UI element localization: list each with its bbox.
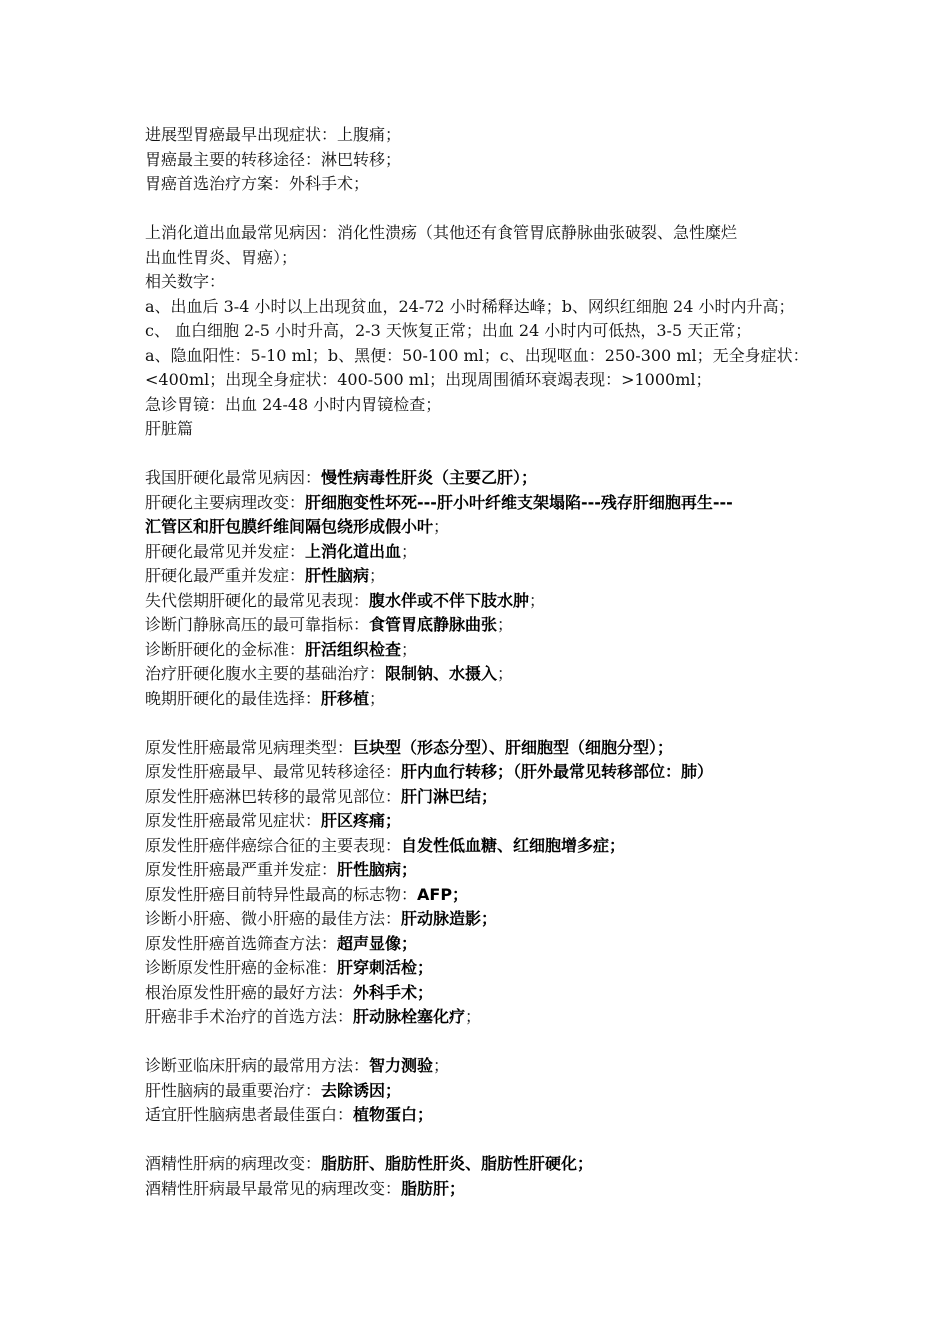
line-label: 治疗肝硬化腹水主要的基础治疗： bbox=[145, 664, 386, 683]
line-answer: 肝细胞变性坏死---肝小叶纤维支架塌陷---残存肝细胞再生--- bbox=[305, 492, 733, 512]
text-line bbox=[145, 809, 825, 834]
text-line bbox=[145, 491, 825, 516]
blank-line bbox=[145, 711, 825, 736]
text-line bbox=[145, 221, 825, 246]
line-label: 原发性肝癌伴癌综合征的主要表现： bbox=[145, 835, 402, 855]
line-label: 相关数字： bbox=[145, 272, 226, 291]
line-label: <400ml；出现全身症状：400-500 ml；出现周围循环衰竭表现：>1000ml； bbox=[145, 370, 712, 389]
text-line bbox=[145, 172, 825, 197]
line-tail: ； bbox=[497, 664, 514, 683]
text-line bbox=[145, 1054, 825, 1079]
text-line bbox=[145, 417, 825, 442]
line-answer: 上消化道出血 bbox=[305, 541, 402, 561]
line-label: 失代偿期肝硬化的最常见表现： bbox=[145, 590, 370, 610]
line-answer: 脂肪肝、脂肪性肝炎、脂肪性肝硬化； bbox=[321, 1154, 594, 1173]
line-label: 原发性肝癌最常见病理类型： bbox=[145, 737, 354, 757]
text-line bbox=[145, 270, 825, 295]
line-tail: ； bbox=[433, 1056, 450, 1075]
line-answer: 超声显像； bbox=[337, 933, 418, 953]
line-label: 晚期肝硬化的最佳选择： bbox=[145, 688, 322, 708]
line-label: 出血性胃炎、胃癌）； bbox=[145, 247, 298, 267]
text-line bbox=[145, 393, 825, 418]
text-line bbox=[145, 1177, 825, 1202]
line-answer: 自发性低血糖、红细胞增多症； bbox=[401, 835, 626, 855]
line-tail: ； bbox=[401, 541, 418, 561]
line-tail: ； bbox=[465, 1007, 482, 1026]
line-label: 肝脏篇 bbox=[145, 419, 194, 438]
text-line bbox=[145, 858, 825, 883]
text-line bbox=[145, 515, 825, 540]
line-label: 胃癌首选治疗方案：外科手术； bbox=[145, 174, 370, 193]
text-line bbox=[145, 368, 825, 393]
text-line bbox=[145, 1103, 825, 1128]
line-label: 诊断原发性肝癌的金标准： bbox=[145, 958, 338, 977]
line-answer: 食管胃底静脉曲张 bbox=[369, 615, 498, 634]
line-answer: 肝门淋巴结； bbox=[401, 786, 498, 806]
line-answer: 肝移植 bbox=[321, 688, 370, 708]
text-line bbox=[145, 613, 825, 638]
text-line bbox=[145, 907, 825, 932]
line-answer: 肝区疼痛； bbox=[321, 811, 402, 830]
blank-line bbox=[145, 442, 825, 467]
blank-line bbox=[145, 197, 825, 222]
text-line bbox=[145, 123, 825, 148]
line-answer: 脂肪肝； bbox=[401, 1178, 466, 1198]
line-answer: 植物蛋白； bbox=[353, 1105, 434, 1124]
line-label: 原发性肝癌目前特异性最高的标志物： bbox=[145, 884, 418, 904]
line-answer: 智力测验 bbox=[369, 1056, 434, 1075]
line-label: 肝性脑病的最重要治疗： bbox=[145, 1080, 322, 1100]
line-answer: 巨块型（形态分型）、肝细胞型（细胞分型）； bbox=[353, 737, 674, 757]
line-label: 原发性肝癌淋巴转移的最常见部位： bbox=[145, 786, 402, 806]
line-label: 急诊胃镜：出血 24-48 小时内胃镜检查； bbox=[145, 394, 442, 414]
line-tail: ； bbox=[529, 590, 546, 610]
text-line bbox=[145, 319, 825, 344]
text-line bbox=[145, 1079, 825, 1104]
document-body bbox=[145, 123, 825, 1201]
line-answer: 肝内血行转移；（肝外最常见转移部位：肺） bbox=[401, 762, 714, 781]
line-label: 我国肝硬化最常见病因： bbox=[145, 468, 322, 487]
line-answer: 腹水伴或不伴下肢水肿 bbox=[369, 590, 530, 610]
text-line bbox=[145, 466, 825, 491]
line-tail: ； bbox=[369, 688, 386, 708]
line-label: 进展型胃癌最早出现症状：上腹痛； bbox=[145, 125, 402, 144]
line-answer: 肝动脉造影； bbox=[401, 909, 498, 928]
line-answer: AFP； bbox=[417, 884, 469, 904]
line-tail: ； bbox=[369, 566, 386, 585]
text-line bbox=[145, 662, 825, 687]
text-line bbox=[145, 1152, 825, 1177]
line-label: 肝硬化主要病理改变： bbox=[145, 492, 306, 512]
line-answer: 肝性脑病； bbox=[337, 860, 418, 879]
line-label: 原发性肝癌最早、最常见转移途径： bbox=[145, 762, 402, 781]
blank-line bbox=[145, 1128, 825, 1153]
line-label: 肝癌非手术治疗的首选方法： bbox=[145, 1007, 354, 1026]
line-label: 原发性肝癌最严重并发症： bbox=[145, 860, 338, 879]
text-line bbox=[145, 687, 825, 712]
line-answer: 限制钠、水摄入 bbox=[385, 664, 498, 683]
line-label: 适宜肝性脑病患者最佳蛋白： bbox=[145, 1105, 354, 1124]
line-label: 肝硬化最严重并发症： bbox=[145, 566, 306, 585]
line-answer: 肝活组织检查 bbox=[305, 639, 402, 659]
text-line bbox=[145, 834, 825, 859]
line-tail: ； bbox=[497, 615, 514, 634]
line-label: 诊断肝硬化的金标准： bbox=[145, 639, 306, 659]
line-answer: 慢性病毒性肝炎（主要乙肝）； bbox=[321, 468, 538, 487]
line-label: 肝硬化最常见并发症： bbox=[145, 541, 306, 561]
line-answer: 肝穿刺活检； bbox=[337, 958, 434, 977]
line-answer: 肝动脉栓塞化疗 bbox=[353, 1007, 466, 1026]
text-line bbox=[145, 981, 825, 1006]
line-label: 根治原发性肝癌的最好方法： bbox=[145, 982, 354, 1002]
line-tail: ； bbox=[401, 639, 418, 659]
text-line bbox=[145, 785, 825, 810]
text-line bbox=[145, 246, 825, 271]
text-line bbox=[145, 589, 825, 614]
line-tail: ； bbox=[433, 517, 450, 536]
text-line bbox=[145, 564, 825, 589]
line-label: 诊断小肝癌、微小肝癌的最佳方法： bbox=[145, 909, 402, 928]
line-label: a、隐血阳性：5-10 ml；b、黑便：50-100 ml；c、出现呕血：250-300 ml；无全身症状： bbox=[145, 345, 809, 365]
line-answer: 外科手术； bbox=[353, 982, 434, 1002]
blank-line bbox=[145, 1030, 825, 1055]
line-answer: 汇管区和肝包膜纤维间隔包绕形成假小叶 bbox=[145, 517, 434, 536]
line-label: 诊断门静脉高压的最可靠指标： bbox=[145, 615, 370, 634]
text-line bbox=[145, 760, 825, 785]
line-label: 上消化道出血最常见病因：消化性溃疡（其他还有食管胃底静脉曲张破裂、急性糜烂 bbox=[145, 223, 738, 242]
line-label: c、 血白细胞 2-5 小时升高，2-3 天恢复正常；出血 24 小时内可低热，3-5 天正常； bbox=[145, 321, 752, 340]
text-line bbox=[145, 540, 825, 565]
text-line bbox=[145, 956, 825, 981]
line-label: 原发性肝癌最常见症状： bbox=[145, 811, 322, 830]
text-line bbox=[145, 883, 825, 908]
text-line bbox=[145, 344, 825, 369]
text-line bbox=[145, 148, 825, 173]
line-answer: 肝性脑病 bbox=[305, 566, 370, 585]
text-line bbox=[145, 638, 825, 663]
text-line bbox=[145, 1005, 825, 1030]
line-label: 原发性肝癌首选筛查方法： bbox=[145, 933, 338, 953]
text-line bbox=[145, 736, 825, 761]
line-label: 酒精性肝病最早最常见的病理改变： bbox=[145, 1178, 402, 1198]
line-label: 诊断亚临床肝病的最常用方法： bbox=[145, 1056, 370, 1075]
text-line bbox=[145, 295, 825, 320]
line-label: 胃癌最主要的转移途径：淋巴转移； bbox=[145, 149, 402, 169]
text-line bbox=[145, 932, 825, 957]
line-answer: 去除诱因； bbox=[321, 1080, 402, 1100]
line-label: a、出血后 3-4 小时以上出现贫血，24-72 小时稀释达峰；b、网织红细胞 24 小时内升高； bbox=[145, 296, 795, 316]
line-label: 酒精性肝病的病理改变： bbox=[145, 1154, 322, 1173]
